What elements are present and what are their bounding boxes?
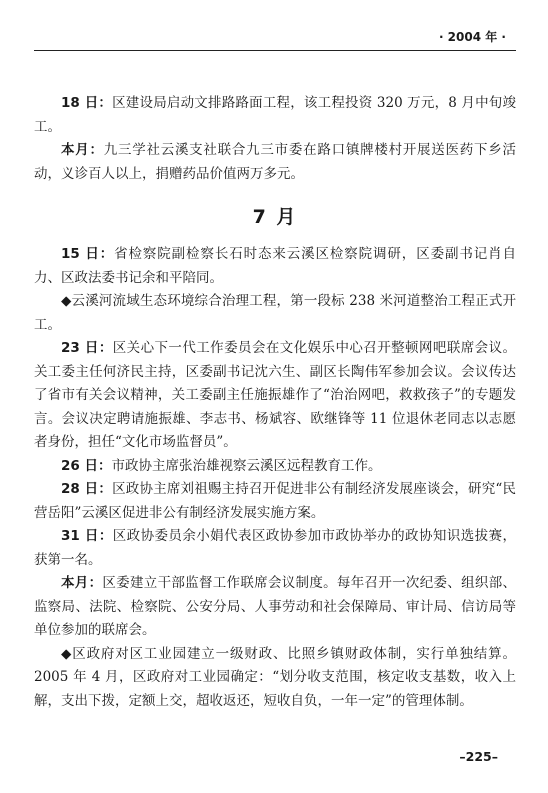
entry-text: 市政协主席张治雄视察云溪区远程教育工作。: [111, 457, 382, 474]
entry-text: 区委建立干部监督工作联席会议制度。每年召开一次纪委、组织部、监察局、法院、检察院、公安分局、人事劳动和社会保障局、审计局、信访局等单位参加的联席会。: [34, 575, 516, 638]
entry-text: 九三学社云溪支社联合九三市委在路口镇牌楼村开展送医药下乡活动，义诊百人以上，捐赠药品价值两万多元。: [34, 142, 517, 182]
entry-july-15-item: [34, 290, 516, 337]
entry-july-23: [34, 337, 516, 455]
entry-text: 区关心下一代工作委员会在文化娱乐中心召开整顿网吧联席会议。关工委主任何济民主持，区委副书记沈六生、副区长陶伟军参加会议。会议传达了省市有关会议精神，关工委副主任施振雄作了“治治网吧，救救孩子”的专题发言。会议决定聘请施振雄、李志书、杨斌容、欧继锋等 11 位退休老同志以志愿者身份，担任“文化市场监督员”。: [34, 340, 516, 450]
entry-date: 23 日：: [61, 340, 113, 356]
entry-date: 15 日：: [61, 246, 115, 262]
page-content: [34, 92, 516, 713]
entry-july-28: [34, 478, 516, 525]
entry-date: 本月：: [61, 142, 104, 158]
entry-date: 26 日：: [61, 457, 112, 474]
entry-july-26: [34, 455, 516, 479]
entry-text: 区政协委员余小娟代表区政协参加市政协举办的政协知识选拔赛，获第一名。: [34, 528, 516, 568]
running-header: [34, 30, 516, 51]
entry-june-month: [34, 139, 516, 186]
entry-date: 18 日：: [61, 95, 113, 111]
entry-july-15: [34, 243, 516, 290]
entry-text: 省检察院副检察长石时态来云溪区检察院调研，区委副书记肖自力、区政法委书记余和平陪同。: [34, 246, 516, 286]
entry-date: 31 日：: [61, 528, 113, 544]
entry-text: ◆云溪河流域生态环境综合治理工程，第一段标 238 米河道整治工程正式开工。: [34, 293, 516, 333]
entry-june-18: [34, 92, 516, 139]
entry-july-31: [34, 525, 516, 572]
header-year: · 2004 年 ·: [438, 30, 506, 44]
month-heading: 7 月: [252, 206, 298, 228]
entry-text: ◆区政府对区工业园建立一级财政、比照乡镇财政体制，实行单独结算。2005 年 4 月，区政府对工业园确定：“划分收支范围，核定收支基数，收入上解，支出下拨，定额上交，超收返还，短收自负，一年一定”的管理体制。: [34, 645, 516, 709]
entry-july-month-item: [34, 643, 516, 714]
entry-july-month: [34, 572, 516, 643]
entry-date: 28 日：: [61, 481, 113, 497]
entry-text: 区建设局启动文排路路面工程，该工程投资 320 万元，8 月中旬竣工。: [34, 95, 516, 135]
entry-text: 区政协主席刘祖赐主持召开促进非公有制经济发展座谈会，研究“民营岳阳”云溪区促进非公有制经济发展实施方案。: [34, 481, 516, 521]
page-number: –225–: [459, 749, 498, 764]
entry-date: 本月：: [61, 575, 103, 591]
